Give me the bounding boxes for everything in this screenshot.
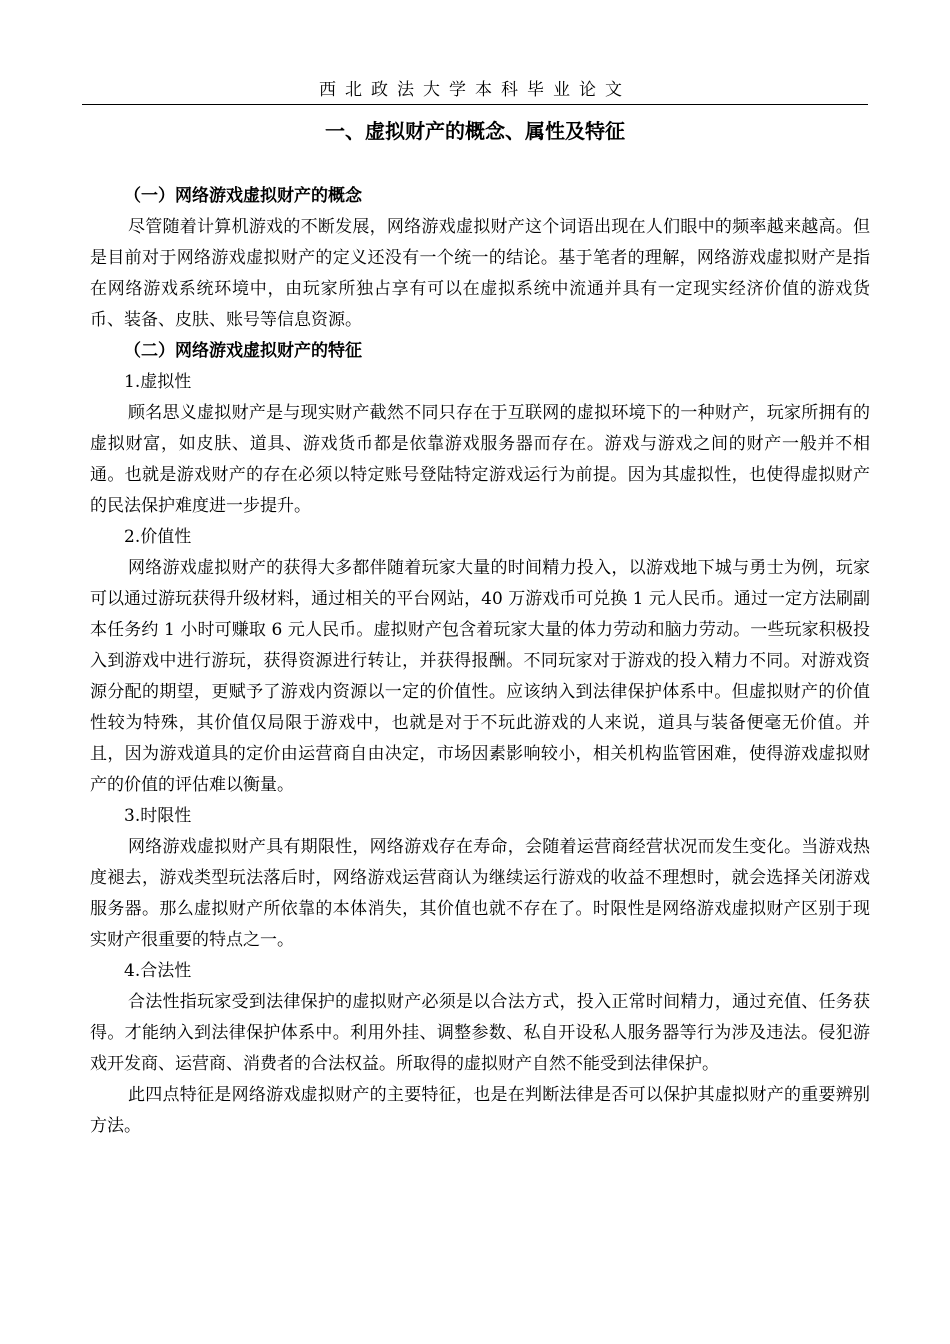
section-heading-concept: （一）网络游戏虚拟财产的概念 <box>124 186 362 206</box>
subheading-time-limit: 3.时限性 <box>124 806 192 826</box>
concept-paragraph: 尽管随着计算机游戏的不断发展，网络游戏虚拟财产这个词语出现在人们眼中的频率越来越高。但是目前对于网络游戏虚拟财产的定义还没有一个统一的结论。基于笔者的理解，网络游戏虚拟财产是指在网络游戏系统环境中，由玩家所独占享有可以在虚拟系统中流通并具有一定现实经济价值的游戏货币、装备、皮肤、账号等信息资源。 <box>90 217 870 330</box>
page-header-title: 西北政法大学本科毕业论文 <box>319 80 631 100</box>
summary-paragraph: 此四点特征是网络游戏虚拟财产的主要特征，也是在判断法律是否可以保护其虚拟财产的重要辨别方法。 <box>90 1085 870 1136</box>
time-limit-paragraph: 网络游戏虚拟财产具有期限性，网络游戏存在寿命，会随着运营商经营状况而发生变化。当游戏热度褪去，游戏类型玩法落后时，网络游戏运营商认为继续运行游戏的收益不理想时，就会选择关闭游戏服务器。那么虚拟财产所依靠的本体消失，其价值也就不存在了。时限性是网络游戏虚拟财产区别于现实财产很重要的特点之一。 <box>90 837 870 950</box>
subheading-value: 2.价值性 <box>124 527 192 547</box>
virtuality-paragraph: 顾名思义虚拟财产是与现实财产截然不同只存在于互联网的虚拟环境下的一种财产，玩家所拥有的虚拟财富，如皮肤、道具、游戏货币都是依靠游戏服务器而存在。游戏与游戏之间的财产一般并不相通。也就是游戏财产的存在必须以特定账号登陆特定游戏运行为前提。因为其虚拟性，也使得虚拟财产的民法保护难度进一步提升。 <box>90 403 870 516</box>
document-body <box>90 181 870 1142</box>
subheading-virtuality: 1.虚拟性 <box>124 372 192 392</box>
section-heading-features: （二）网络游戏虚拟财产的特征 <box>124 341 362 361</box>
subheading-legality: 4.合法性 <box>124 961 192 981</box>
legality-paragraph: 合法性指玩家受到法律保护的虚拟财产必须是以合法方式，投入正常时间精力，通过充值、任务获得。才能纳入到法律保护体系中。利用外挂、调整参数、私自开设私人服务器等行为涉及违法。侵犯游戏开发商、运营商、消费者的合法权益。所取得的虚拟财产自然不能受到法律保护。 <box>90 992 870 1074</box>
value-paragraph: 网络游戏虚拟财产的获得大多都伴随着玩家大量的时间精力投入，以游戏地下城与勇士为例，玩家可以通过游玩获得升级材料，通过相关的平台网站，40 万游戏币可兑换 1 元人民币。通过一定方法刷副本任务约 1 小时可赚取 6 元人民币。虚拟财产包含着玩家大量的体力劳动和脑力劳动。一些玩家积极投入到游戏中进行游玩，获得资源进行转让，并获得报酬。不同玩家对于游戏的投入精力不同。对游戏资源分配的期望，更赋予了游戏内资源以一定的价值性。应该纳入到法律保护体系中。但虚拟财产的价值性较为特殊，其价值仅局限于游戏中，也就是对于不玩此游戏的人来说，道具与装备便毫无价值。并且，因为游戏道具的定价由运营商自由决定，市场因素影响较小，相关机构监管困难，使得游戏虚拟财产的价值的评估难以衡量。 <box>90 558 870 795</box>
chapter-title: 一、虚拟财产的概念、属性及特征 <box>325 119 625 143</box>
header-divider <box>82 104 868 105</box>
